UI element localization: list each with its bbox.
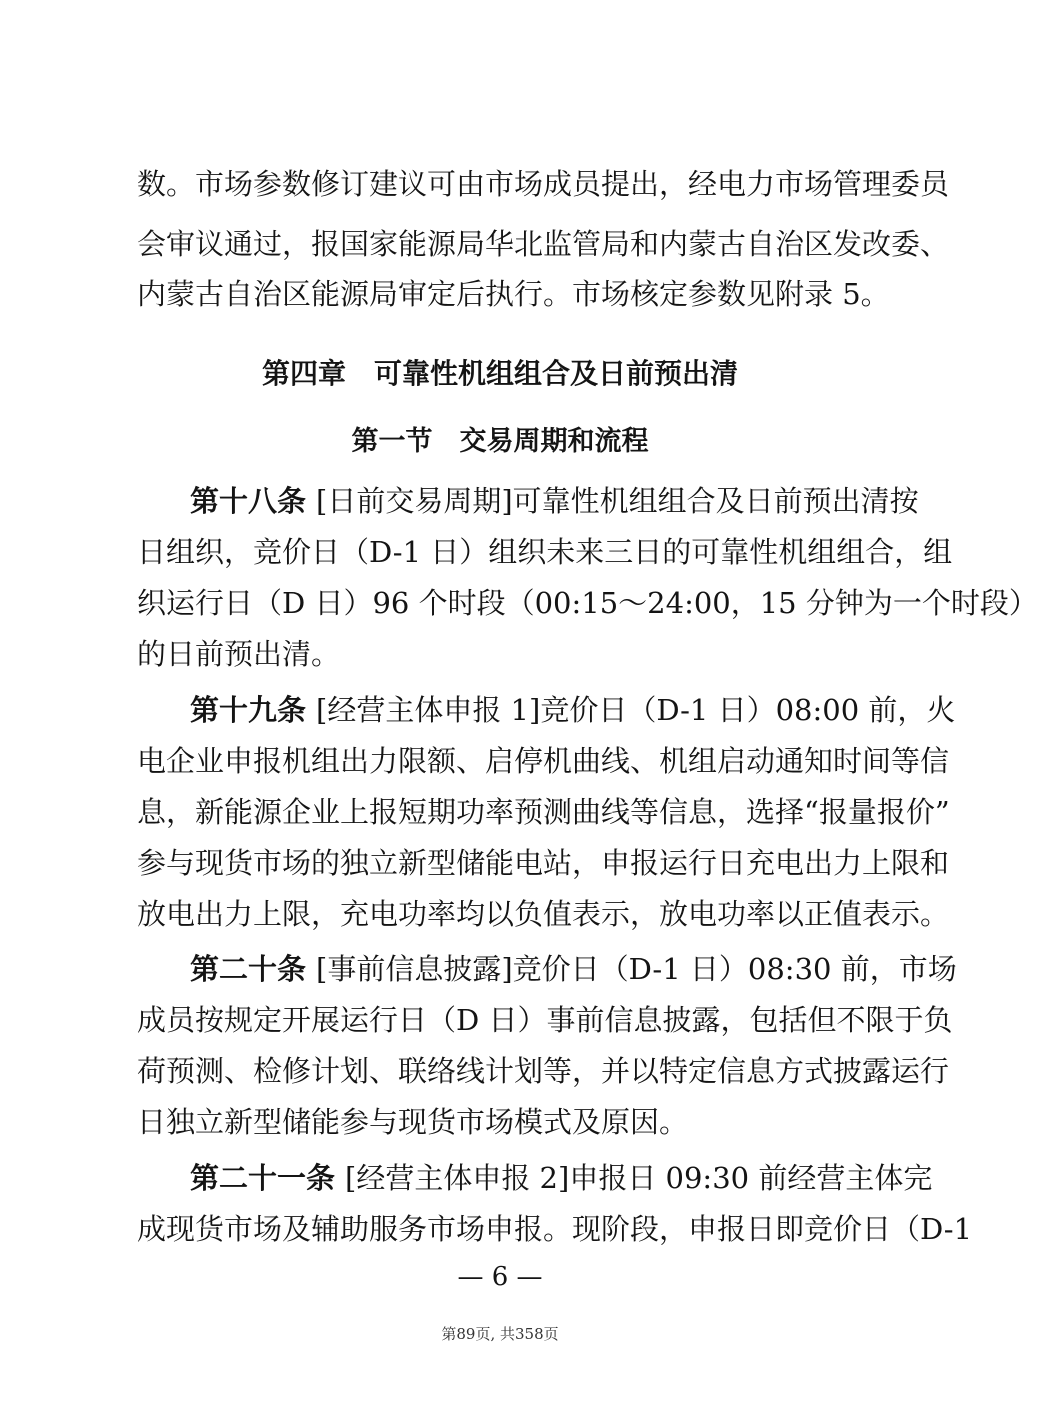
article-text: [事前信息披露]竞价日（D-1 日）08:30 前，市场 — [316, 952, 957, 986]
paragraph-line: 成现货市场及辅助服务市场申报。现阶段，申报日即竞价日（D-1 — [137, 1212, 973, 1246]
page-number: — 6 — — [457, 1262, 543, 1292]
article-label: 第十九条 — [190, 693, 307, 727]
chapter-heading: 第四章 可靠性机组组合及日前预出清 — [261, 357, 738, 390]
paragraph-line: 放电出力上限，充电功率均以负值表示，放电功率以正值表示。 — [137, 897, 950, 931]
paragraph-line: 息，新能源企业上报短期功率预测曲线等信息，选择“报量报价” — [137, 795, 950, 829]
paragraph-line: 会审议通过，报国家能源局华北监管局和内蒙古自治区发改委、 — [137, 227, 950, 261]
section-heading: 第一节 交易周期和流程 — [351, 426, 649, 457]
page-footer: 第89页, 共358页 — [441, 1325, 559, 1343]
article-label: 第十八条 — [190, 484, 307, 518]
paragraph-line: 织运行日（D 日）96 个时段（00:15～24:00，15 分钟为一个时段） — [137, 586, 1038, 620]
article-first-line — [190, 481, 919, 521]
article-text: [日前交易周期]可靠性机组组合及日前预出清按 — [316, 484, 919, 518]
article-text: [经营主体申报 2]申报日 09:30 前经营主体完 — [345, 1161, 933, 1195]
paragraph-line: 日组织，竞价日（D-1 日）组织未来三日的可靠性机组组合，组 — [137, 535, 953, 569]
article-first-line — [190, 949, 957, 989]
article-label: 第二十条 — [190, 952, 307, 986]
paragraph-line: 成员按规定开展运行日（D 日）事前信息披露，包括但不限于负 — [137, 1003, 953, 1037]
paragraph-line: 内蒙古自治区能源局审定后执行。市场核定参数见附录 5。 — [137, 277, 890, 311]
paragraph-line: 荷预测、检修计划、联络线计划等，并以特定信息方式披露运行 — [137, 1054, 950, 1088]
article-first-line — [190, 1158, 933, 1198]
article-first-line — [190, 690, 956, 730]
paragraph-line: 的日前预出清。 — [137, 637, 341, 671]
article-text: [经营主体申报 1]竞价日（D-1 日）08:00 前，火 — [316, 693, 956, 727]
paragraph-line: 日独立新型储能参与现货市场模式及原因。 — [137, 1105, 689, 1139]
paragraph-line: 参与现货市场的独立新型储能电站，申报运行日充电出力上限和 — [137, 846, 950, 880]
paragraph-line: 电企业申报机组出力限额、启停机曲线、机组启动通知时间等信 — [137, 744, 950, 778]
article-label: 第二十一条 — [190, 1161, 336, 1195]
paragraph-line: 数。市场参数修订建议可由市场成员提出，经电力市场管理委员 — [137, 167, 950, 201]
